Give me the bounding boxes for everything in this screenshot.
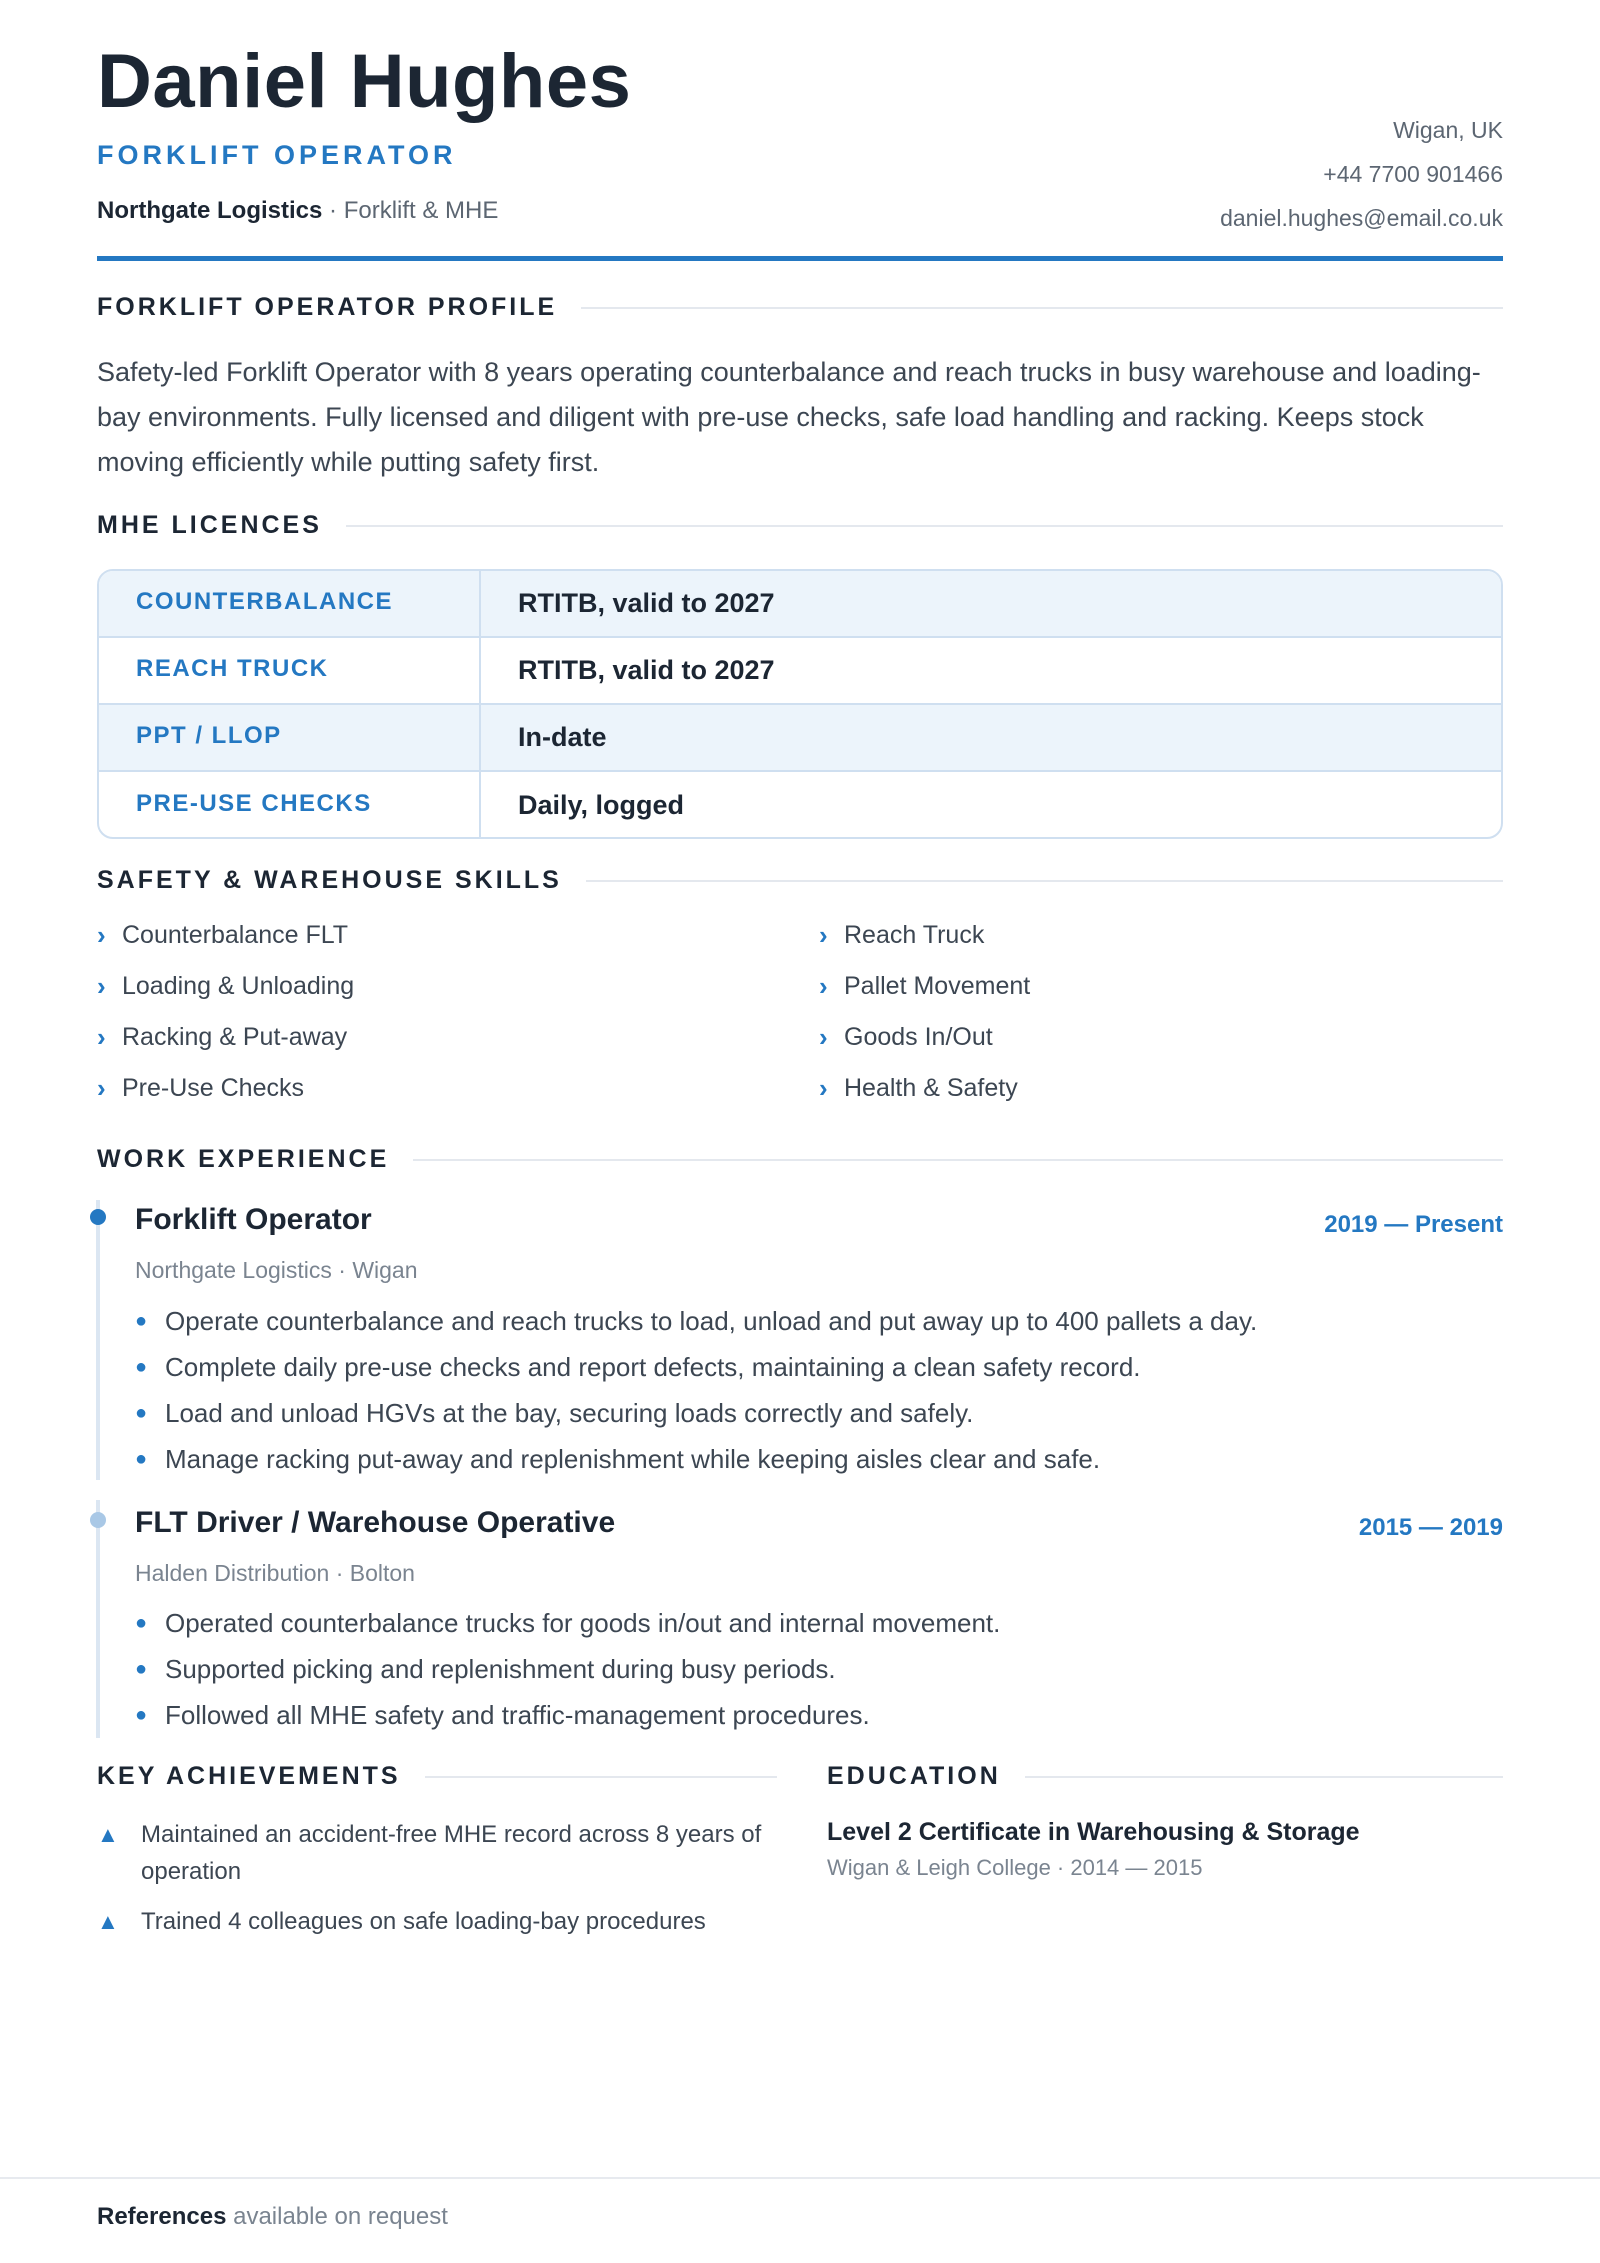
education-section-header <box>827 1762 1503 1791</box>
table-row <box>99 772 1501 839</box>
section-title: KEY ACHIEVEMENTS <box>97 1762 401 1790</box>
licences-table <box>97 569 1503 839</box>
job-title: FLT Driver / Warehouse Operative <box>135 1506 616 1539</box>
bullet-text: Operated counterbalance trucks for goods in/out and internal movement. <box>165 1607 1001 1638</box>
timeline-dot-icon <box>90 1209 106 1225</box>
job-title: Forklift Operator <box>135 1203 372 1236</box>
skill-label: Reach Truck <box>844 920 985 949</box>
list-item <box>135 1344 1495 1390</box>
list-item <box>135 1298 1495 1344</box>
achievement-text: Maintained an accident-free MHE record across 8 years of operation <box>141 1821 762 1885</box>
list-item <box>819 969 1503 1003</box>
footer-divider <box>0 2177 1600 2179</box>
bullet-dot-icon: ● <box>135 1401 148 1424</box>
list-item <box>97 969 819 1003</box>
achievements-section-header <box>97 1762 777 1791</box>
bullet-dot-icon: ● <box>135 1447 148 1470</box>
skill-label: Counterbalance FLT <box>122 920 349 949</box>
licence-label: PRE-USE CHECKS <box>99 772 481 839</box>
bullet-dot-icon: ● <box>135 1309 148 1332</box>
bullet-text: Followed all MHE safety and traffic-management procedures. <box>165 1699 870 1730</box>
chevron-right-icon: › <box>819 1021 828 1052</box>
list-item <box>97 1071 819 1105</box>
job-dates: 2015 — 2019 <box>1358 1514 1503 1541</box>
job-dates: 2019 — Present <box>1324 1211 1503 1238</box>
table-row <box>99 571 1501 638</box>
profile-section-header <box>97 293 1503 322</box>
education-detail: Wigan & Leigh College · 2014 — 2015 <box>827 1855 1203 1880</box>
bullet-text: Operate counterbalance and reach trucks to load, unload and put away up to 400 pallets a day. <box>165 1305 1258 1336</box>
section-title: SAFETY & WAREHOUSE SKILLS <box>97 866 562 894</box>
bullet-dot-icon: ● <box>135 1703 148 1726</box>
contact-block <box>1220 108 1503 240</box>
section-title: FORKLIFT OPERATOR PROFILE <box>97 293 558 321</box>
skill-label: Pre-Use Checks <box>122 1073 304 1102</box>
bullet-text: Complete daily pre-use checks and report defects, maintaining a clean safety record. <box>165 1351 1141 1382</box>
list-item <box>97 1903 777 1940</box>
chevron-right-icon: › <box>97 970 106 1001</box>
section-title: WORK EXPERIENCE <box>97 1145 390 1173</box>
chevron-right-icon: › <box>819 919 828 950</box>
timeline-line <box>96 1200 100 1480</box>
skill-label: Racking & Put-away <box>122 1022 348 1051</box>
timeline-dot-icon <box>90 1512 106 1528</box>
list-item <box>97 918 819 952</box>
bullet-text: Load and unload HGVs at the bay, securing loads correctly and safely. <box>165 1397 974 1428</box>
skill-label: Goods In/Out <box>844 1022 993 1051</box>
section-title: MHE LICENCES <box>97 511 322 539</box>
bullet-dot-icon: ● <box>135 1355 148 1378</box>
list-item <box>819 1020 1503 1054</box>
list-item <box>135 1692 1495 1738</box>
job-bullets <box>135 1298 1495 1482</box>
list-item <box>135 1436 1495 1482</box>
bullet-dot-icon: ● <box>135 1611 148 1634</box>
licence-value: RTITB, valid to 2027 <box>518 588 775 618</box>
skill-label: Health & Safety <box>844 1073 1018 1102</box>
specialty: Forklift & MHE <box>343 197 499 224</box>
triangle-up-icon: ▲ <box>97 1909 119 1934</box>
chevron-right-icon: › <box>97 1021 106 1052</box>
chevron-right-icon: › <box>97 1072 106 1103</box>
licence-value: Daily, logged <box>518 790 685 820</box>
bullet-text: Supported picking and replenishment during busy periods. <box>165 1653 836 1684</box>
licence-label: REACH TRUCK <box>99 638 481 703</box>
location: Wigan, UK <box>1393 117 1503 143</box>
email: daniel.hughes@email.co.uk <box>1220 205 1503 231</box>
current-company-line <box>97 197 498 225</box>
section-divider <box>346 525 1503 527</box>
chevron-right-icon: › <box>97 919 106 950</box>
licence-value: In-date <box>518 722 607 752</box>
candidate-name: Daniel Hughes <box>97 39 632 124</box>
section-title: EDUCATION <box>827 1762 1001 1790</box>
list-item <box>819 918 1503 952</box>
list-item <box>135 1600 1495 1646</box>
header-rule <box>97 256 1503 261</box>
achievements-list <box>97 1816 777 1953</box>
list-item <box>97 1020 819 1054</box>
experience-section-header <box>97 1145 1503 1174</box>
current-company: Northgate Logistics <box>97 197 323 224</box>
references-note <box>97 2203 448 2231</box>
list-item <box>819 1071 1503 1105</box>
references-text: available on request <box>233 2203 448 2230</box>
chevron-right-icon: › <box>819 970 828 1001</box>
education-title: Level 2 Certificate in Warehousing & Storage <box>827 1818 1360 1846</box>
phone: +44 7700 901466 <box>1323 161 1503 187</box>
list-item <box>135 1390 1495 1436</box>
licence-label: COUNTERBALANCE <box>99 571 481 636</box>
timeline-line <box>96 1500 100 1738</box>
bullet-dot-icon: ● <box>135 1657 148 1680</box>
triangle-up-icon: ▲ <box>97 1822 119 1847</box>
skill-label: Loading & Unloading <box>122 971 355 1000</box>
job-role: FORKLIFT OPERATOR <box>97 140 457 170</box>
skills-grid <box>97 918 1503 1105</box>
list-item <box>135 1646 1495 1692</box>
achievement-text: Trained 4 colleagues on safe loading-bay procedures <box>141 1908 706 1935</box>
job-company: Northgate Logistics · Wigan <box>135 1257 418 1283</box>
section-divider <box>581 307 1503 309</box>
skills-section-header <box>97 866 1503 895</box>
licence-label: PPT / LLOP <box>99 705 481 770</box>
skill-label: Pallet Movement <box>844 971 1031 1000</box>
chevron-right-icon: › <box>819 1072 828 1103</box>
separator: · <box>329 197 338 224</box>
section-divider <box>586 880 1503 882</box>
licences-section-header <box>97 511 1503 540</box>
licence-value: RTITB, valid to 2027 <box>518 655 775 685</box>
job-company: Halden Distribution · Bolton <box>135 1560 415 1586</box>
table-row <box>99 705 1501 772</box>
section-divider <box>425 1776 777 1778</box>
references-label: References <box>97 2203 227 2230</box>
list-item <box>97 1816 777 1890</box>
job-bullets <box>135 1600 1495 1738</box>
section-divider <box>1025 1776 1503 1778</box>
section-divider <box>413 1159 1503 1161</box>
profile-text: Safety-led Forklift Operator with 8 years operating counterbalance and reach trucks in busy warehouse and loading-bay environments. Fully licensed and diligent with pre-use checks, safe load handling and racking. Keeps stock moving efficiently while putting safety first. <box>97 357 1481 477</box>
table-row <box>99 638 1501 705</box>
bullet-text: Manage racking put-away and replenishment while keeping aisles clear and safe. <box>165 1443 1101 1474</box>
